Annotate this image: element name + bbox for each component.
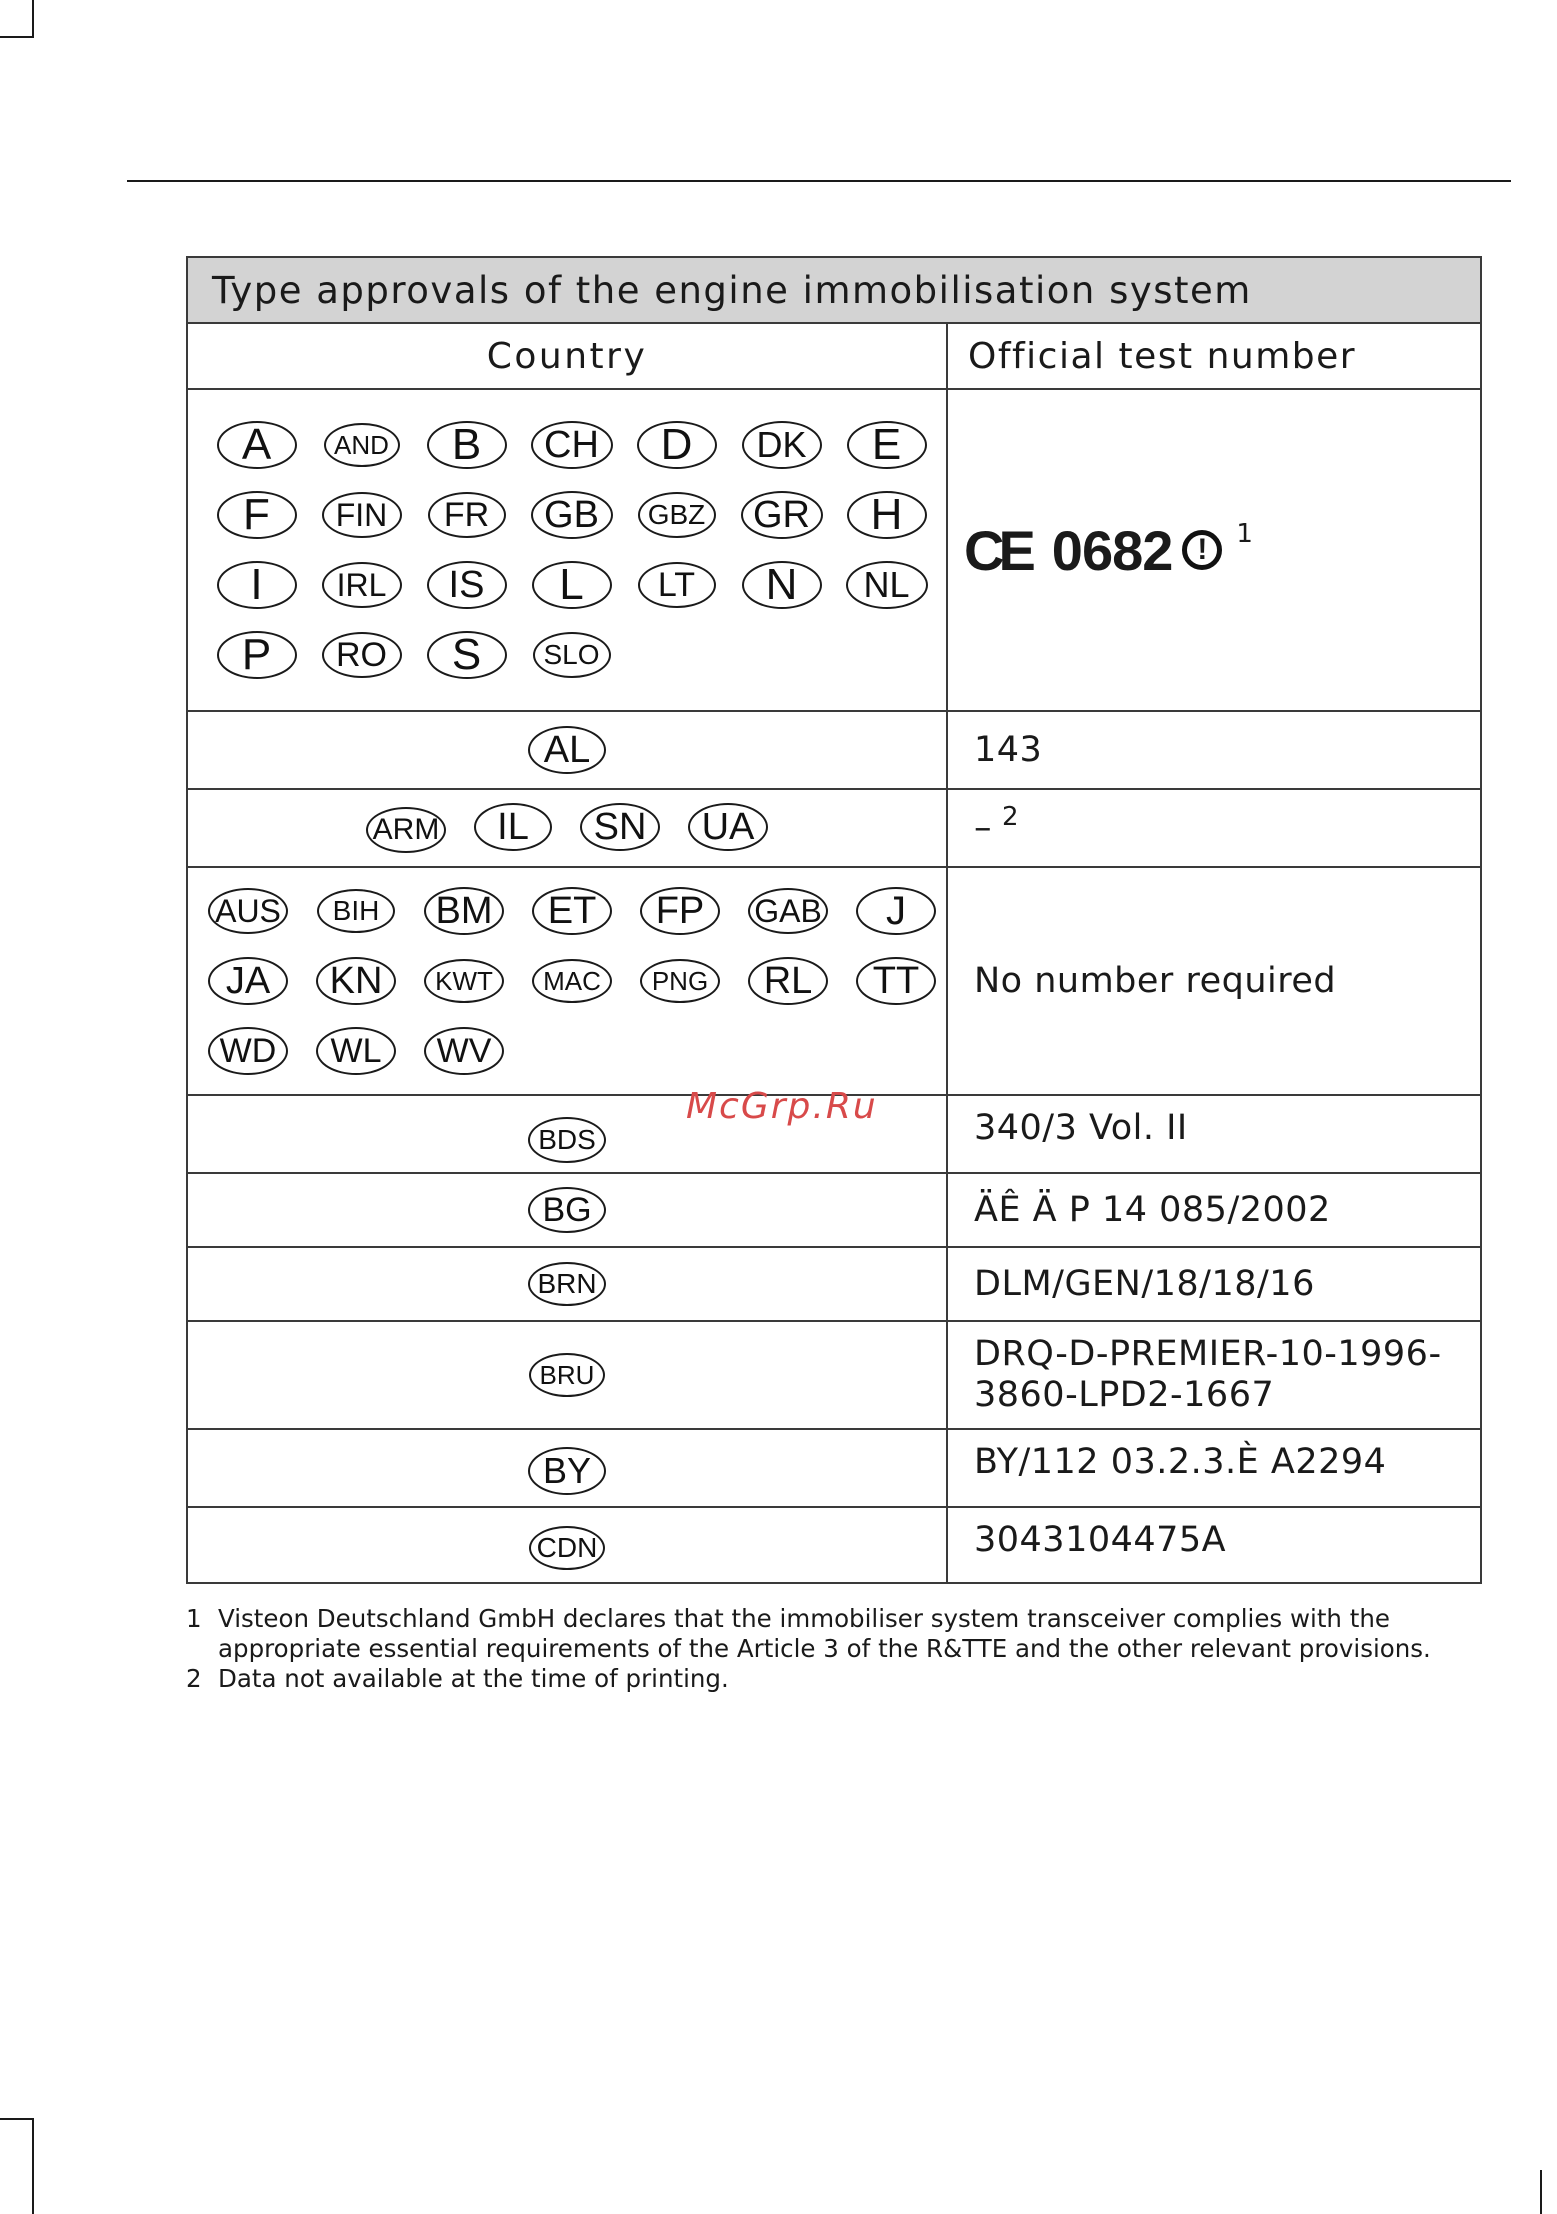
country-cell (187, 1429, 947, 1507)
notified-body-number: 0682 (1051, 518, 1173, 582)
official-number-cell: No number required (947, 867, 1481, 1095)
table-row (187, 789, 1481, 867)
country-oval: IL (474, 803, 552, 851)
country-cell (187, 789, 947, 867)
country-oval: GB (531, 491, 613, 539)
country-oval: TT (856, 957, 936, 1005)
country-oval: JA (208, 957, 288, 1005)
footnote-text: Data not available at the time of printing. (218, 1664, 729, 1693)
column-header-country: Country (187, 323, 947, 389)
country-oval: BG (528, 1187, 606, 1233)
country-oval: GAB (748, 888, 828, 934)
country-oval: L (532, 561, 612, 609)
footnote-ref: 1 (1236, 519, 1253, 549)
type-approvals-table (186, 256, 1482, 1584)
country-oval: D (637, 421, 717, 469)
table-row (187, 867, 1481, 1095)
country-oval: IRL (322, 562, 402, 608)
country-oval: KN (316, 957, 396, 1005)
official-number-cell: 3043104475A (947, 1507, 1481, 1583)
official-number: – (974, 808, 992, 848)
country-oval: BY (528, 1447, 606, 1495)
watermark: McGrp.Ru (686, 1086, 878, 1127)
table-row (187, 1429, 1481, 1507)
footnotes (186, 1604, 1506, 1694)
country-oval: WD (208, 1027, 288, 1075)
country-oval: F (217, 491, 297, 539)
country-oval: GR (741, 491, 823, 539)
country-cell (187, 1173, 947, 1247)
crop-mark-top-left-v (32, 0, 34, 38)
country-oval: FR (428, 492, 506, 538)
alert-icon: ! (1182, 530, 1222, 570)
country-oval: SLO (533, 632, 611, 678)
country-oval: H (847, 491, 927, 539)
country-oval: A (217, 421, 297, 469)
official-number-cell (947, 389, 1481, 711)
footnote-line: Visteon Deutschland GmbH declares that the immobiliser system transceiver complies with the (218, 1604, 1390, 1633)
country-oval: I (217, 561, 297, 609)
country-oval: IS (427, 561, 507, 609)
country-oval: RL (748, 957, 828, 1005)
header-rule (127, 180, 1511, 182)
official-number-cell (947, 789, 1481, 867)
country-cell (187, 711, 947, 789)
footnote (186, 1604, 1506, 1664)
ce-marking (948, 518, 1480, 583)
country-oval: KWT (424, 959, 504, 1003)
country-oval: BRN (528, 1262, 606, 1306)
footnote (186, 1664, 1506, 1694)
country-oval: E (847, 421, 927, 469)
country-oval: ARM (366, 807, 446, 853)
table-row (187, 1247, 1481, 1321)
country-oval: NL (846, 561, 928, 609)
official-number-line: DRQ-D-PREMIER-10-1996- (974, 1334, 1442, 1374)
country-oval: GBZ (638, 492, 716, 538)
country-oval: J (856, 887, 936, 935)
country-oval: BRU (529, 1353, 605, 1397)
footnote-text (218, 1604, 1431, 1664)
footnote-line: appropriate essential requirements of the Article 3 of the R&TTE and the other relevant provisions. (218, 1634, 1431, 1663)
official-number-cell: 143 (947, 711, 1481, 789)
official-number-cell (947, 1321, 1481, 1429)
column-header-official-test-number: Official test number (947, 323, 1481, 389)
footnote-number: 2 (186, 1664, 202, 1693)
table-row (187, 711, 1481, 789)
crop-mark-bottom-left-v (32, 2118, 34, 2214)
country-oval: PNG (640, 959, 720, 1003)
country-oval: FIN (322, 492, 402, 538)
table-row (187, 1321, 1481, 1429)
ce-mark-logo: CE (964, 518, 1030, 582)
table-row (187, 1173, 1481, 1247)
country-oval: RO (322, 632, 402, 678)
country-oval: N (742, 561, 822, 609)
official-number-cell: ÄÊ Ä P 14 085/2002 (947, 1173, 1481, 1247)
country-oval: BDS (528, 1117, 606, 1163)
country-cell (187, 867, 947, 1095)
country-cell (187, 1247, 947, 1321)
table-row (187, 1507, 1481, 1583)
country-oval: FP (640, 887, 720, 935)
country-oval: AL (528, 726, 606, 774)
official-number-line: 3860-LPD2-1667 (974, 1375, 1275, 1415)
official-number-cell: BY/112 03.2.3.È A2294 (947, 1429, 1481, 1507)
official-number-cell: 340/3 Vol. II (947, 1095, 1481, 1173)
country-oval: LT (638, 562, 716, 608)
country-oval: P (217, 631, 297, 679)
footnote-number: 1 (186, 1604, 202, 1633)
country-oval: DK (742, 421, 822, 469)
country-oval: CH (531, 421, 613, 469)
country-oval: ET (532, 887, 612, 935)
country-oval: SN (580, 803, 660, 851)
country-oval: B (427, 421, 507, 469)
crop-mark-bottom-right-v (1540, 2170, 1542, 2214)
country-oval: BIH (317, 889, 395, 933)
country-oval: AND (324, 423, 400, 467)
crop-mark-top-left-h (0, 36, 34, 38)
country-oval: UA (688, 803, 768, 851)
official-number-cell: DLM/GEN/18/18/16 (947, 1247, 1481, 1321)
country-oval: WL (316, 1027, 396, 1075)
footnote-ref: 2 (1002, 802, 1020, 832)
table-title: Type approvals of the engine immobilisation system (187, 257, 1481, 323)
country-oval: WV (424, 1027, 504, 1075)
country-oval: CDN (529, 1526, 605, 1570)
country-cell (187, 389, 947, 711)
country-oval: AUS (208, 888, 288, 934)
country-oval: MAC (532, 959, 612, 1003)
country-oval: BM (424, 887, 504, 935)
country-cell (187, 1507, 947, 1583)
crop-mark-bottom-left-h (0, 2118, 34, 2120)
country-oval: S (427, 631, 507, 679)
table-row (187, 389, 1481, 711)
country-cell (187, 1321, 947, 1429)
